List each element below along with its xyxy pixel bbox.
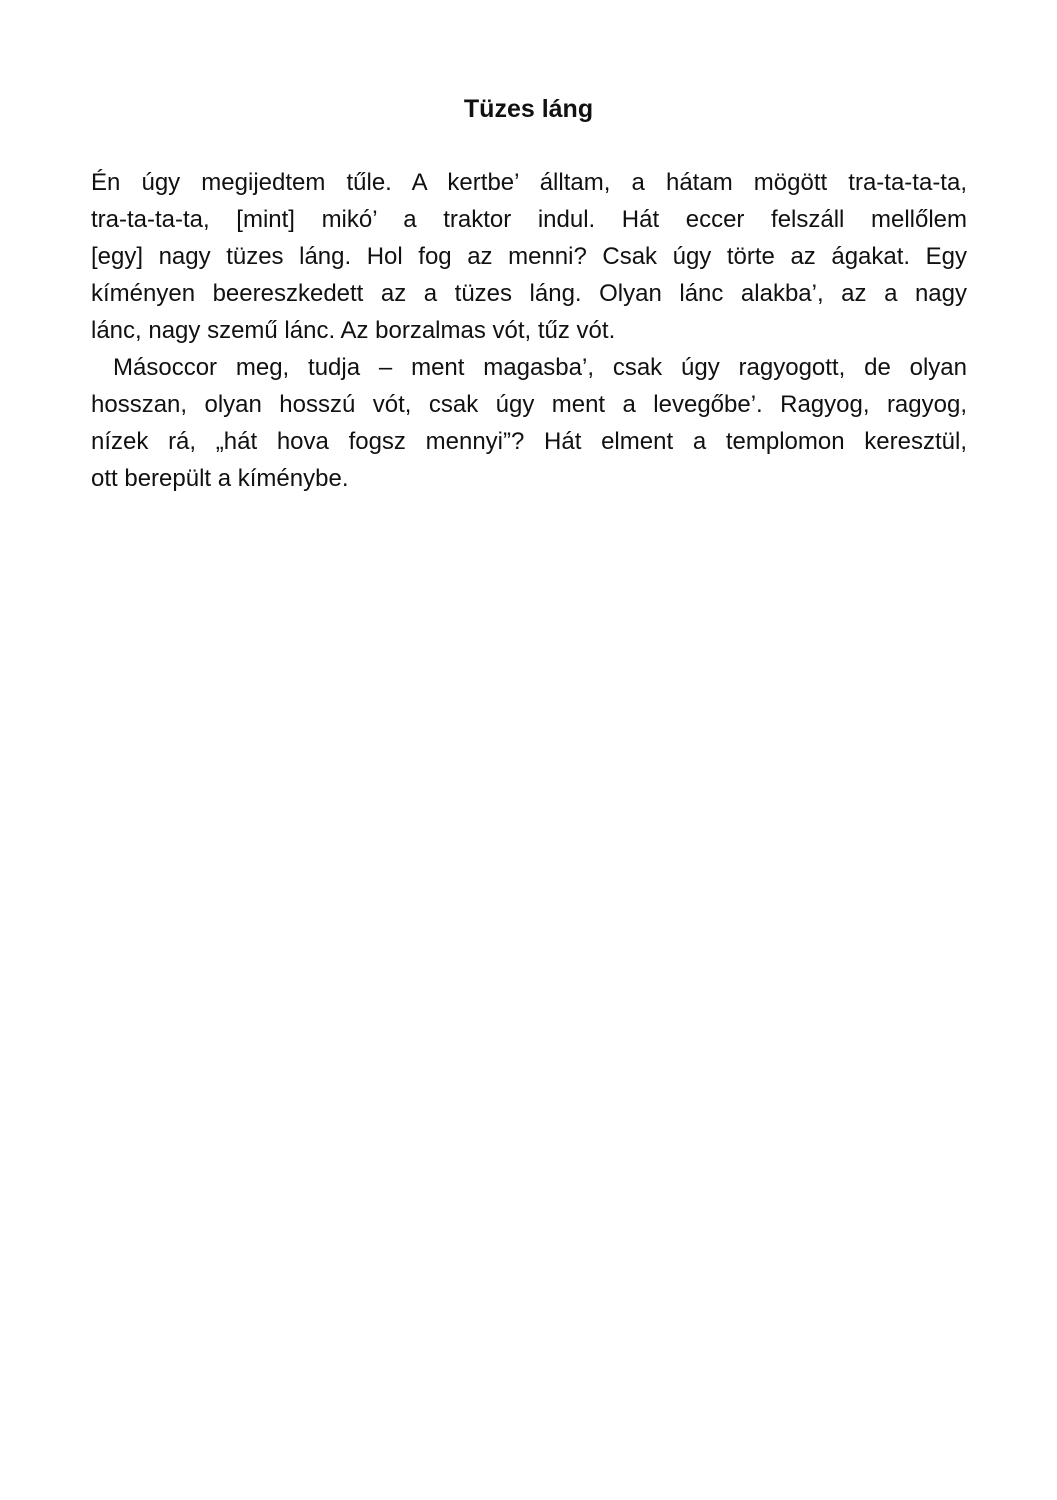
text-line: Én úgy megijedtem tűle. A kertbe’ álltam, a hátam mögött tra-ta-ta-ta, xyxy=(91,169,967,196)
text-line: ott berepült a kíménybe. xyxy=(91,465,349,492)
text-line: Másoccor meg, tudja – ment magasba’, csak úgy ragyogott, de olyan xyxy=(113,354,967,381)
text-line: nízek rá, „hát hova fogsz mennyi”? Hát elment a templomon keresztül, xyxy=(91,428,967,455)
document-title: Tüzes láng xyxy=(463,95,594,123)
text-line: hosszan, olyan hosszú vót, csak úgy ment a levegőbe’. Ragyog, ragyog, xyxy=(91,391,967,418)
paragraph-2 xyxy=(91,349,967,497)
text-line: lánc, nagy szemű lánc. Az borzalmas vót, tűz vót. xyxy=(91,317,616,344)
text-line: tra-ta-ta-ta, [mint] mikó’ a traktor indul. Hát eccer felszáll mellőlem xyxy=(91,206,967,233)
text-line: [egy] nagy tüzes láng. Hol fog az menni? Csak úgy törte az ágakat. Egy xyxy=(91,243,967,270)
text-line: kíményen beereszkedett az a tüzes láng. Olyan lánc alakba’, az a nagy xyxy=(91,280,967,307)
paragraph-1 xyxy=(91,164,967,349)
document-body xyxy=(91,164,967,497)
